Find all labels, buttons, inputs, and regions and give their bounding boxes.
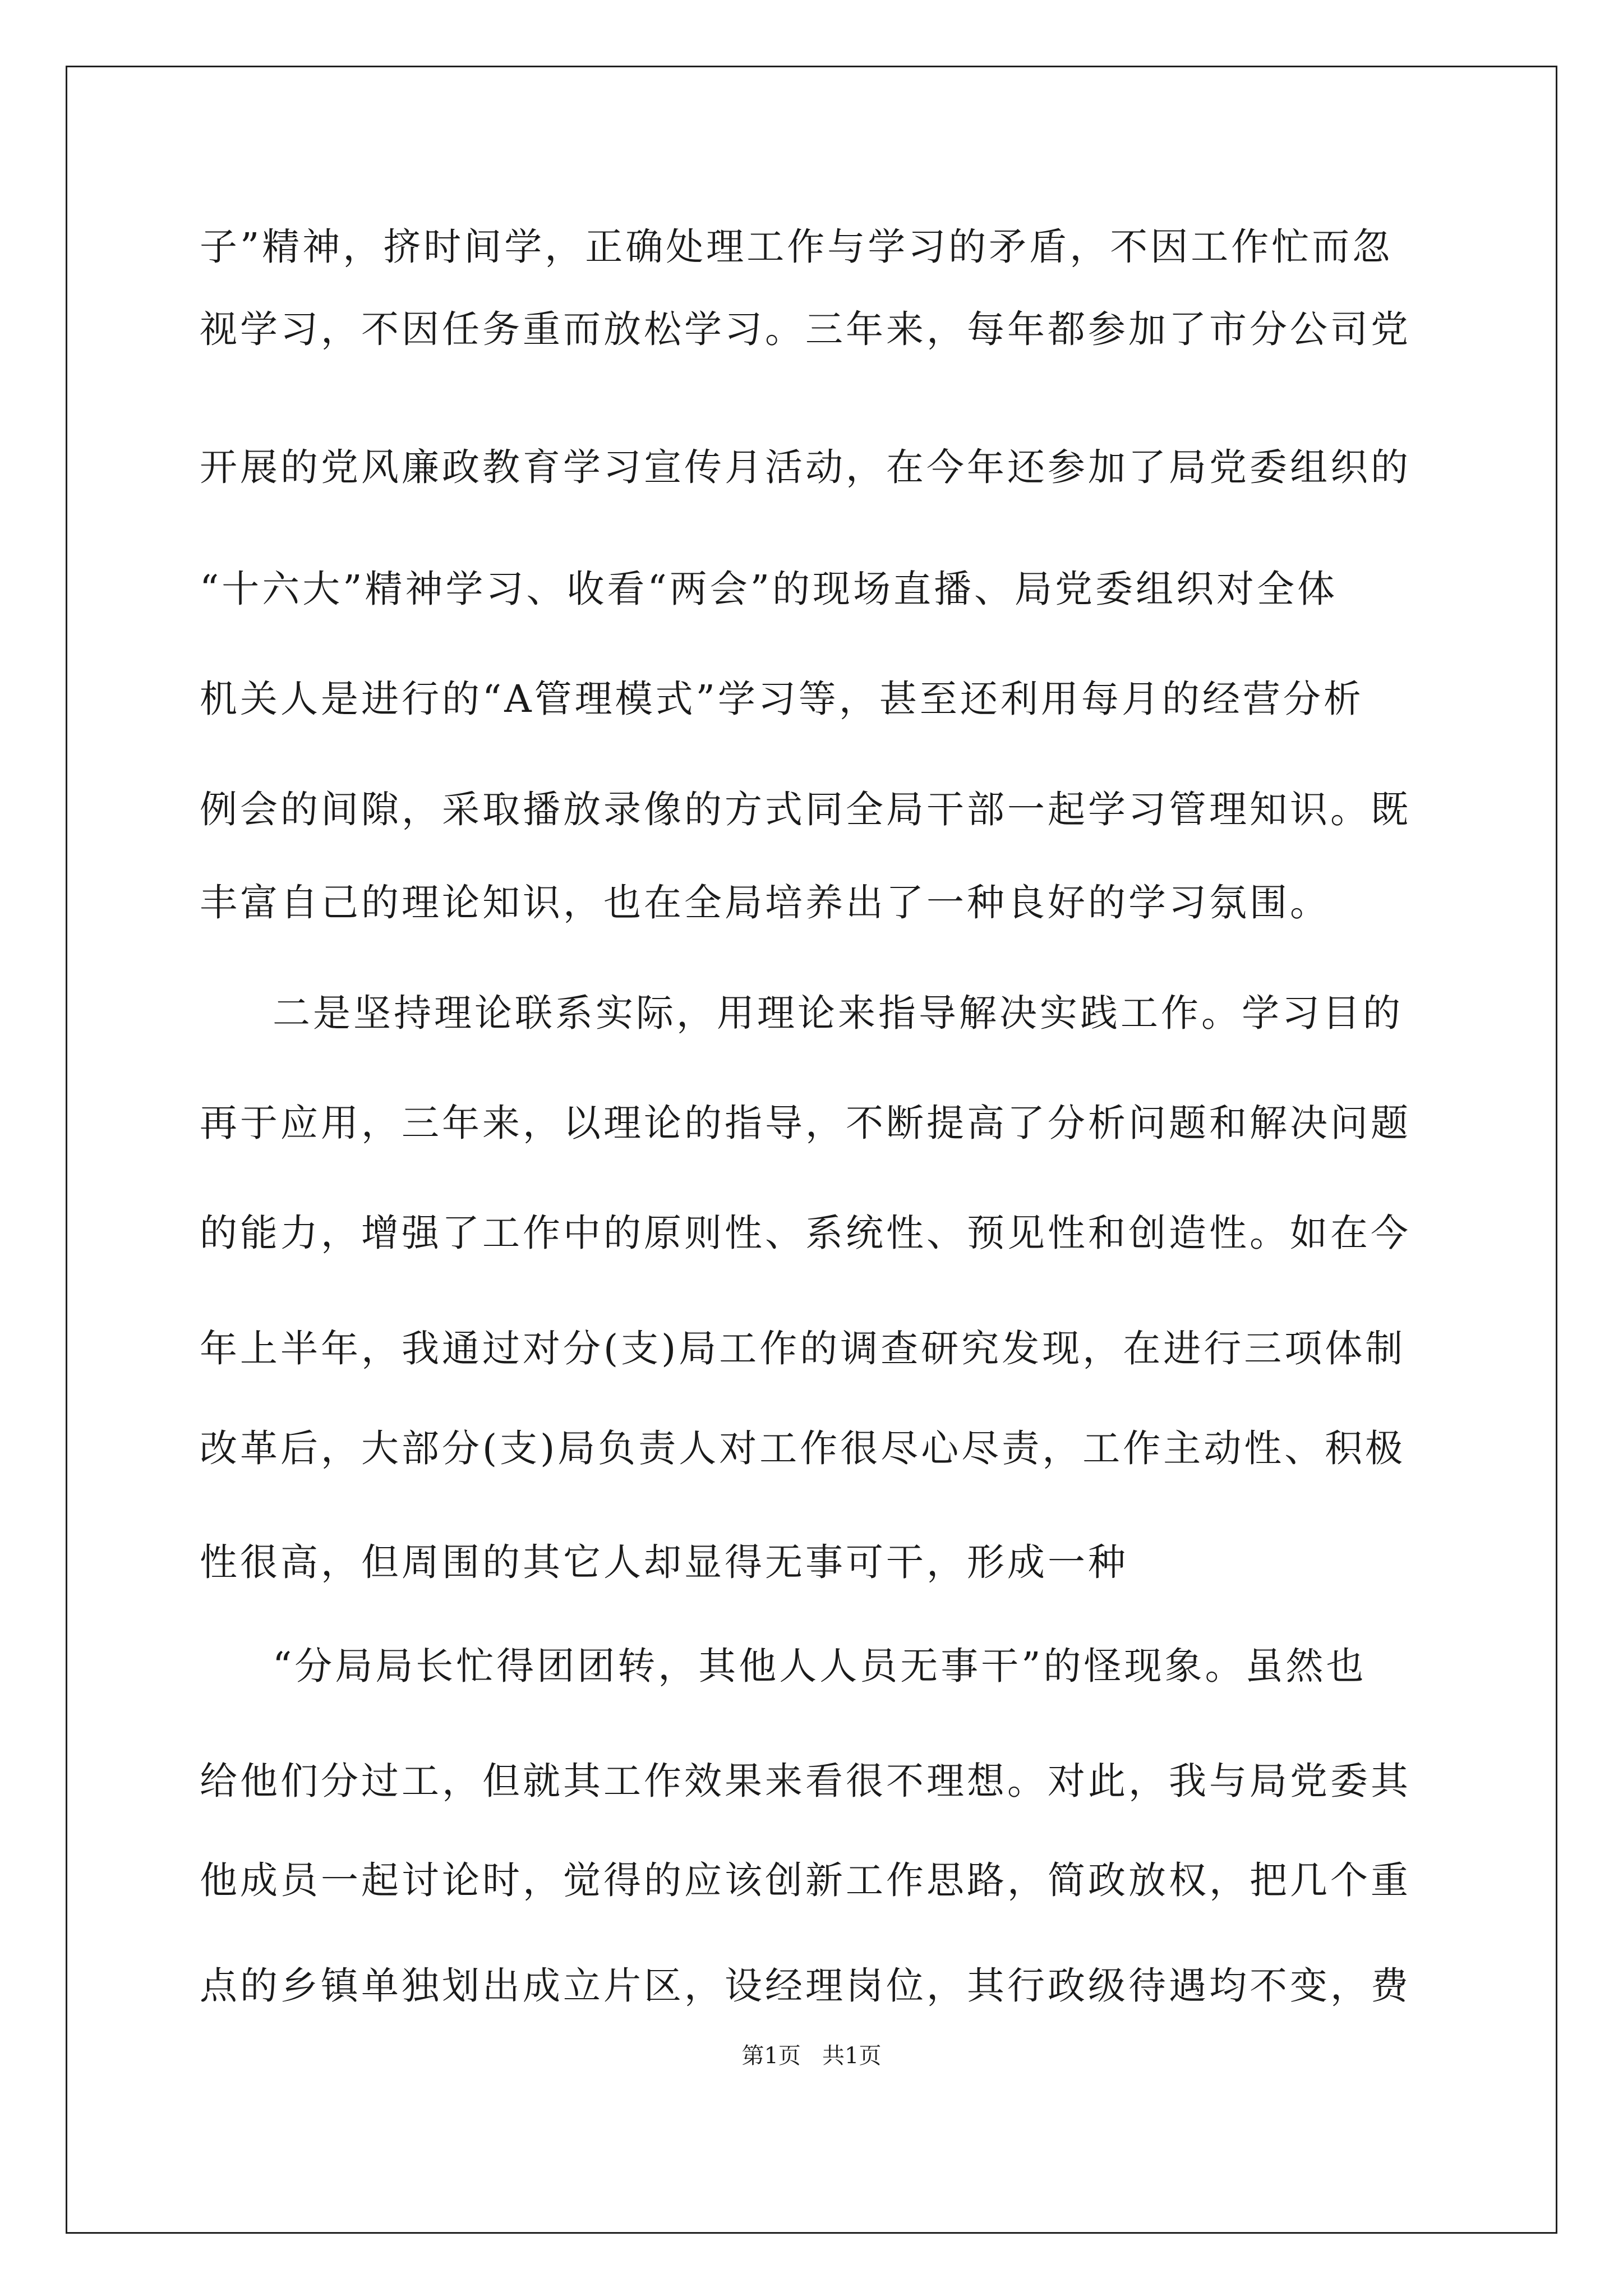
page-number-footer: 第1页 共1页: [741, 2043, 882, 2069]
paragraph-line: 子”精神，挤时间学，正确处理工作与学习的矛盾，不因工作忙而忽: [200, 225, 1393, 269]
paragraph-line: 二是坚持理论联系实际，用理论来指导解决实践工作。学习目的: [273, 991, 1403, 1035]
paragraph-line: 给他们分过工，但就其工作效果来看很不理想。对此，我与局党委其: [200, 1759, 1411, 1803]
page-border: [66, 66, 1557, 2234]
paragraph-line: 点的乡镇单独划出成立片区，设经理岗位，其行政级待遇均不变，费: [200, 1964, 1411, 2008]
paragraph-line: 他成员一起讨论时，觉得的应该创新工作思路，简政放权，把几个重: [200, 1858, 1411, 1902]
paragraph-line: “十六大”精神学习、收看“两会”的现场直播、局党委组织对全体: [200, 567, 1338, 611]
paragraph-line: 性很高，但周围的其它人却显得无事可干，形成一种: [200, 1540, 1128, 1584]
paragraph-line: 开展的党风廉政教育学习宣传月活动，在今年还参加了局党委组织的: [200, 445, 1411, 489]
paragraph-line: 机关人是进行的“A管理模式”学习等，甚至还利用每月的经营分析: [200, 677, 1364, 721]
paragraph-line: 丰富自己的理论知识，也在全局培养出了一种良好的学习氛围。: [200, 881, 1330, 924]
paragraph-line: 年上半年，我通过对分(支)局工作的调查研究发现，在进行三项体制: [200, 1327, 1406, 1370]
paragraph-line: 视学习，不因任务重而放松学习。三年来，每年都参加了市分公司党: [200, 307, 1411, 351]
paragraph-line: 再于应用，三年来，以理论的指导，不断提高了分析问题和解决问题: [200, 1101, 1411, 1145]
paragraph-line: 改革后，大部分(支)局负责人对工作很尽心尽责，工作主动性、积极: [200, 1427, 1406, 1470]
paragraph-line: 例会的间隙，采取播放录像的方式同全局干部一起学习管理知识。既: [200, 788, 1411, 831]
paragraph-line: “分局局长忙得团团转，其他人人员无事干”的怪现象。虽然也: [273, 1644, 1367, 1688]
paragraph-line: 的能力，增强了工作中的原则性、系统性、预见性和创造性。如在今: [200, 1211, 1411, 1255]
